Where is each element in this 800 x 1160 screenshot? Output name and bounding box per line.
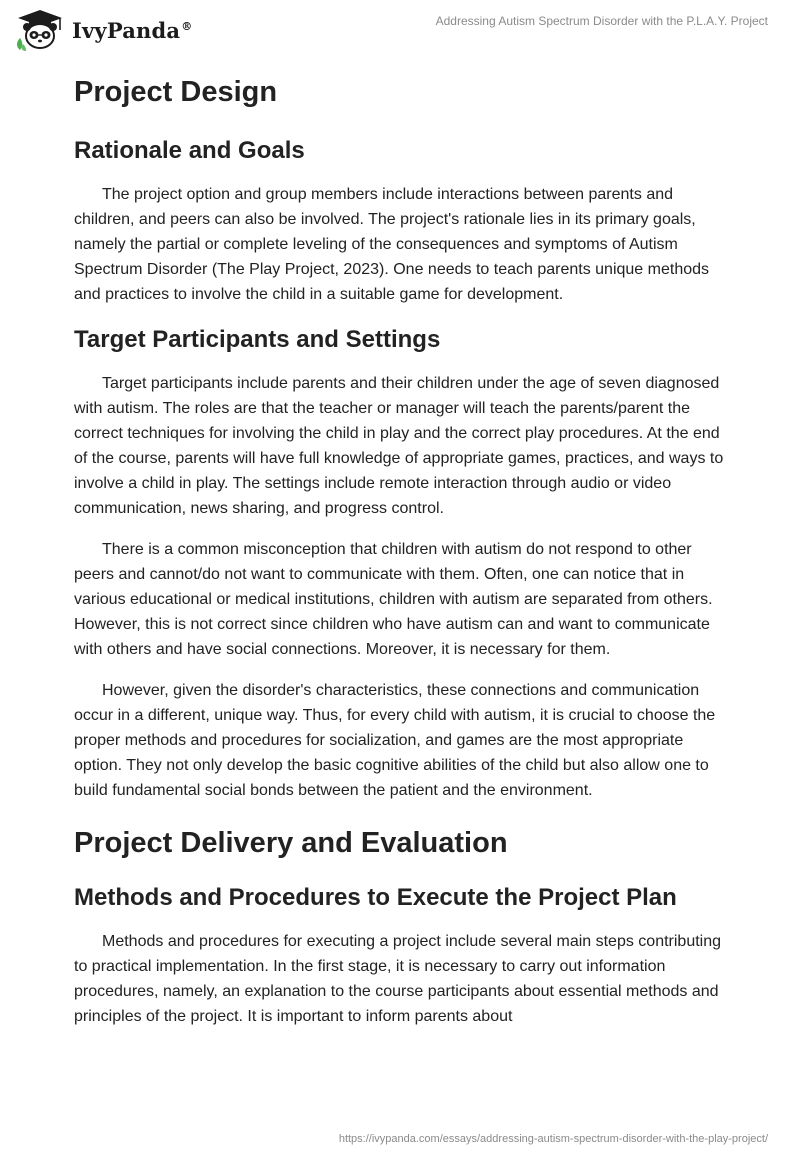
logo-wordmark [72,18,192,43]
paragraph: Methods and procedures for executing a project include several main steps contributing to practical implementation. In the first stage, it is necessary to carry out information procedures, namely, an explanation to the course participants about essential methods and principles of the project. It is important to inform parents about [74,933,722,1025]
essay-content [74,66,734,1045]
panda-graduate-icon [14,8,66,52]
document-title: Addressing Autism Spectrum Disorder with the P.L.A.Y. Project [435,14,768,28]
source-url[interactable]: https://ivypanda.com/essays/addressing-autism-spectrum-disorder-with-the-play-project/ [338,1133,768,1145]
logo-registered-mark: ® [181,19,193,33]
section-heading-project-design: Project Design [74,76,278,108]
subsection-heading-methods: Methods and Procedures to Execute the Project Plan [74,884,677,911]
paragraph: However, given the disorder's characteristics, these connections and communication occur in a different, unique way. Thus, for every child with autism, it is crucial to choose the proper methods and procedures for socialization, and games are the most appropriate option. They not only develop the basic cognitive abilities of the child but also allow one to build fundamental social bonds between the patient and the environment. [74,682,716,799]
paragraph: Target participants include parents and their children under the age of seven diagnosed with autism. The roles are that the teacher or manager will teach the parents/parent the correct techniques for involving the child in play and the correct play procedures. At the end of the course, parents will have full knowledge of appropriate games, practices, and ways to involve a child in play. The settings include remote interaction through audio or video communication, news sharing, and progress control. [74,375,724,517]
page-header [0,0,800,60]
ivypanda-logo[interactable] [14,8,192,52]
subsection-heading-target-participants: Target Participants and Settings [74,326,441,353]
paragraph: The project option and group members include interactions between parents and children, and peers can also be involved. The project's rationale lies in its primary goals, namely the partial or complete leveling of the consequences and symptoms of Autism Spectrum Disorder (The Play Project, 2023). One needs to teach parents unique methods and practices to involve the child in a suitable game for development. [74,186,710,303]
section-heading-project-delivery: Project Delivery and Evaluation [74,827,508,859]
paragraph: There is a common misconception that children with autism do not respond to other peers and cannot/do not want to communicate with them. Often, one can notice that in various educational or medical institutions, children with autism are separated from others. However, this is not correct since children who have autism can and want to communicate with others and have social connections. Moreover, it is necessary for them. [74,541,713,658]
subsection-heading-rationale: Rationale and Goals [74,137,305,164]
logo-name: IvyPanda [72,17,181,43]
